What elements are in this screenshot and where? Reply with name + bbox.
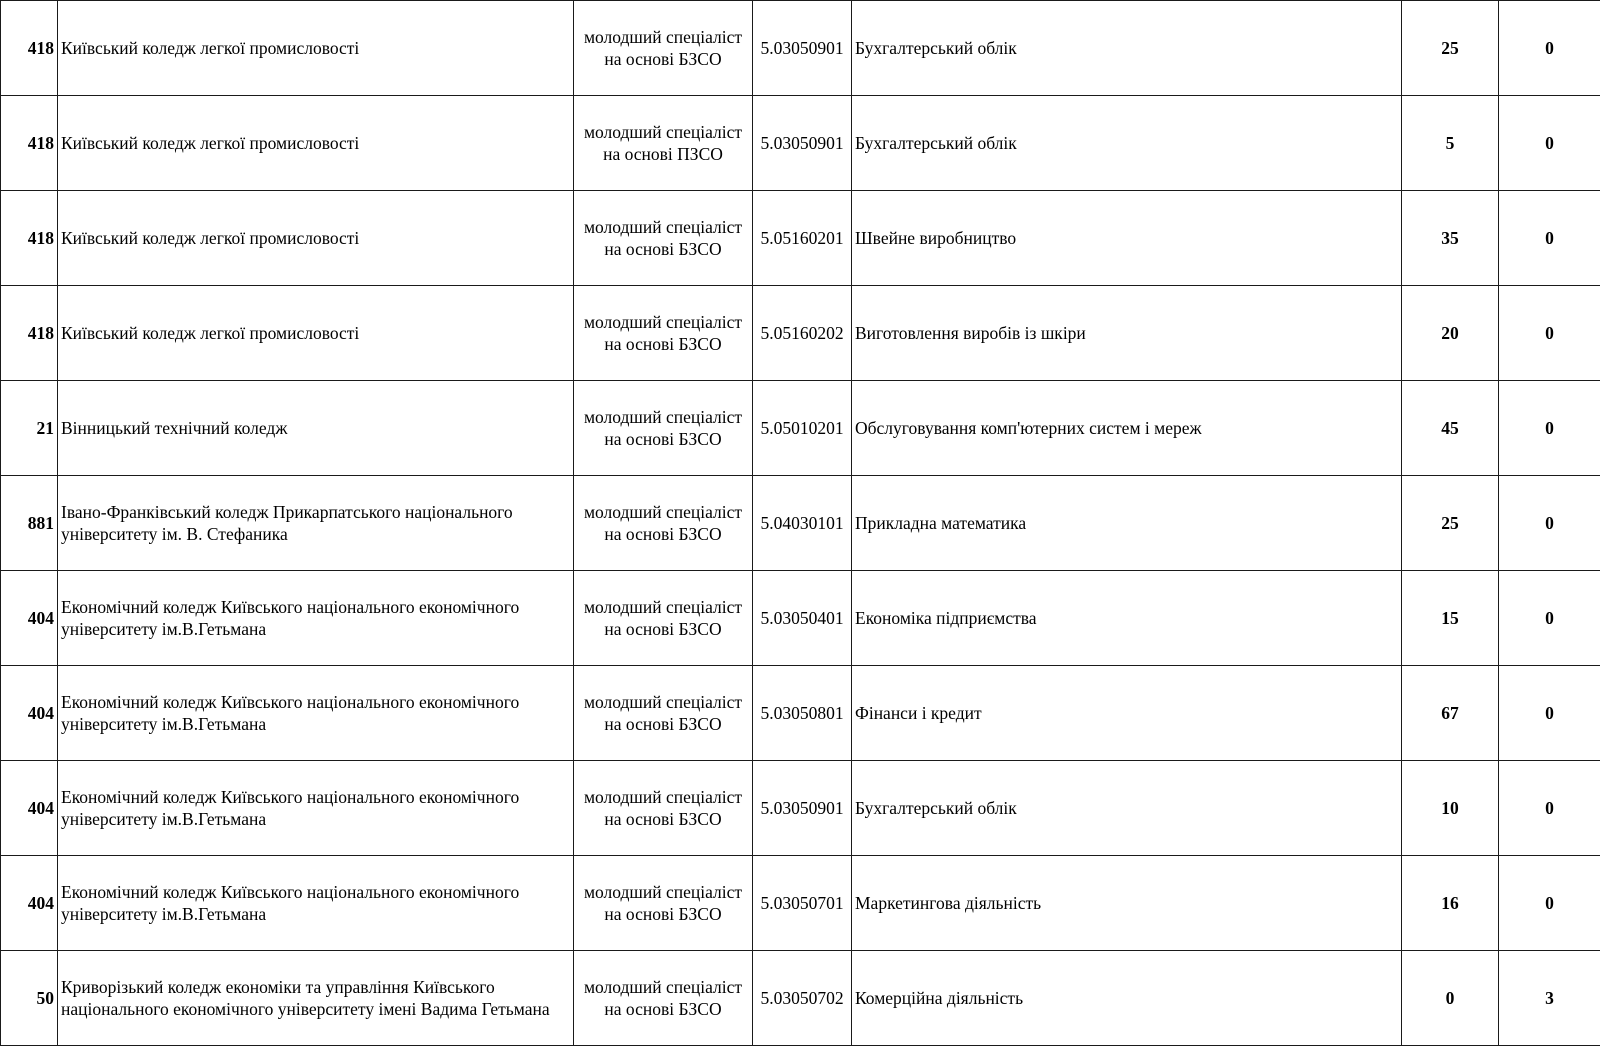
institution-name-cell-line: Київський коледж легкої промисловості <box>61 323 360 343</box>
institution-code-cell: 418 <box>1 1 58 96</box>
education-level-cell <box>574 1 753 96</box>
institution-name-cell-line: Київський коледж легкої промисловості <box>61 228 360 248</box>
institution-name-cell-line: Економічний коледж Київського національного економічного <box>61 692 520 712</box>
education-level-cell-line: на основі БЗСО <box>604 999 722 1019</box>
institution-name-cell-line: університету ім.В.Гетьмана <box>61 714 267 734</box>
institution-name-cell-line: Івано-Франківський коледж Прикарпатського національного <box>61 502 513 522</box>
institution-name-cell <box>58 761 574 856</box>
institution-code-cell: 404 <box>1 571 58 666</box>
institution-code-cell: 21 <box>1 381 58 476</box>
institution-code-cell: 418 <box>1 96 58 191</box>
budget-count-cell: 35 <box>1402 191 1499 286</box>
specialty-code-cell: 5.03050901 <box>753 761 852 856</box>
specialty-name-cell: Економіка підприємства <box>852 571 1402 666</box>
institution-name-cell-line: Криворізький коледж економіки та управління Київського <box>61 977 495 997</box>
specialty-name-cell: Бухгалтерський облік <box>852 761 1402 856</box>
education-level-cell-line: молодший спеціаліст <box>583 217 743 237</box>
specialty-name-cell: Фінанси і кредит <box>852 666 1402 761</box>
table-row <box>1 951 1600 1046</box>
institution-code-cell: 404 <box>1 856 58 951</box>
budget-count-cell: 20 <box>1402 286 1499 381</box>
institution-code-cell: 404 <box>1 761 58 856</box>
table-row <box>1 191 1600 286</box>
institution-code-cell: 404 <box>1 666 58 761</box>
institution-name-cell <box>58 856 574 951</box>
education-level-cell-line: на основі БЗСО <box>604 619 722 639</box>
education-level-cell-line: на основі БЗСО <box>604 334 722 354</box>
education-level-cell-line: молодший спеціаліст <box>583 692 743 712</box>
education-level-cell-line: молодший спеціаліст <box>583 502 743 522</box>
budget-count-cell: 16 <box>1402 856 1499 951</box>
specialty-code-cell: 5.03050801 <box>753 666 852 761</box>
table-body <box>1 1 1600 1046</box>
budget-count-cell: 10 <box>1402 761 1499 856</box>
specialty-code-cell: 5.05010201 <box>753 381 852 476</box>
institution-name-cell-line: Київський коледж легкої промисловості <box>61 38 360 58</box>
specialty-code-cell: 5.05160202 <box>753 286 852 381</box>
education-level-cell-line: на основі БЗСО <box>604 429 722 449</box>
institution-code-cell: 881 <box>1 476 58 571</box>
institution-name-cell <box>58 191 574 286</box>
contract-count-cell: 0 <box>1499 1 1600 96</box>
education-level-cell-line: на основі БЗСО <box>604 904 722 924</box>
institution-name-cell <box>58 571 574 666</box>
budget-count-cell: 25 <box>1402 476 1499 571</box>
specialty-name-cell: Швейне виробництво <box>852 191 1402 286</box>
table-row <box>1 571 1600 666</box>
education-level-cell-line: молодший спеціаліст <box>583 882 743 902</box>
education-level-cell-line: молодший спеціаліст <box>583 597 743 617</box>
education-level-cell <box>574 96 753 191</box>
education-level-cell <box>574 286 753 381</box>
contract-count-cell: 0 <box>1499 96 1600 191</box>
specialty-code-cell: 5.03050401 <box>753 571 852 666</box>
institution-code-cell: 418 <box>1 286 58 381</box>
education-level-cell-line: молодший спеціаліст <box>583 312 743 332</box>
institution-name-cell-line: Економічний коледж Київського національного економічного <box>61 787 520 807</box>
contract-count-cell: 0 <box>1499 571 1600 666</box>
education-level-cell <box>574 951 753 1046</box>
specialty-name-cell: Бухгалтерський облік <box>852 1 1402 96</box>
table-row <box>1 1 1600 96</box>
table-row <box>1 286 1600 381</box>
budget-count-cell: 25 <box>1402 1 1499 96</box>
institution-name-cell-line: національного економічного університету імені Вадима Гетьмана <box>61 999 550 1019</box>
institution-name-cell <box>58 476 574 571</box>
specialty-code-cell: 5.04030101 <box>753 476 852 571</box>
table-row <box>1 856 1600 951</box>
education-level-cell-line: молодший спеціаліст <box>583 27 743 47</box>
table-row <box>1 96 1600 191</box>
institution-name-cell-line: Економічний коледж Київського національного економічного <box>61 597 520 617</box>
budget-count-cell: 67 <box>1402 666 1499 761</box>
specialty-name-cell: Виготовлення виробів із шкіри <box>852 286 1402 381</box>
table-row <box>1 476 1600 571</box>
specialty-name-cell: Бухгалтерський облік <box>852 96 1402 191</box>
education-level-cell-line: на основі БЗСО <box>604 524 722 544</box>
institution-code-cell: 50 <box>1 951 58 1046</box>
specialty-code-cell: 5.03050702 <box>753 951 852 1046</box>
institution-name-cell <box>58 951 574 1046</box>
education-level-cell-line: молодший спеціаліст <box>583 977 743 997</box>
education-level-cell-line: молодший спеціаліст <box>583 787 743 807</box>
education-level-cell <box>574 571 753 666</box>
budget-count-cell: 5 <box>1402 96 1499 191</box>
contract-count-cell: 0 <box>1499 666 1600 761</box>
contract-count-cell: 0 <box>1499 286 1600 381</box>
institution-name-cell <box>58 1 574 96</box>
contract-count-cell: 0 <box>1499 381 1600 476</box>
specialty-name-cell: Комерційна діяльність <box>852 951 1402 1046</box>
budget-count-cell: 0 <box>1402 951 1499 1046</box>
table-row <box>1 381 1600 476</box>
specialty-name-cell: Прикладна математика <box>852 476 1402 571</box>
institution-name-cell-line: Київський коледж легкої промисловості <box>61 133 360 153</box>
education-level-cell-line: молодший спеціаліст <box>583 122 743 142</box>
specialty-code-cell: 5.03050901 <box>753 96 852 191</box>
specialty-code-cell: 5.03050901 <box>753 1 852 96</box>
specialty-code-cell: 5.05160201 <box>753 191 852 286</box>
institution-name-cell-line: університету ім. В. Стефаника <box>61 524 288 544</box>
education-level-cell <box>574 666 753 761</box>
contract-count-cell: 0 <box>1499 191 1600 286</box>
contract-count-cell: 0 <box>1499 856 1600 951</box>
education-level-cell <box>574 191 753 286</box>
institution-name-cell-line: університету ім.В.Гетьмана <box>61 904 267 924</box>
institution-name-cell <box>58 381 574 476</box>
specialty-name-cell: Обслуговування комп'ютерних систем і мереж <box>852 381 1402 476</box>
education-level-cell-line: молодший спеціаліст <box>583 407 743 427</box>
contract-count-cell: 0 <box>1499 761 1600 856</box>
contract-count-cell: 0 <box>1499 476 1600 571</box>
education-level-cell <box>574 476 753 571</box>
education-level-cell-line: на основі БЗСО <box>604 809 722 829</box>
specialty-code-cell: 5.03050701 <box>753 856 852 951</box>
table-row <box>1 666 1600 761</box>
education-level-cell-line: на основі БЗСО <box>604 49 722 69</box>
budget-count-cell: 15 <box>1402 571 1499 666</box>
institution-code-cell: 418 <box>1 191 58 286</box>
education-level-cell-line: на основі ПЗСО <box>603 144 723 164</box>
institution-name-cell <box>58 666 574 761</box>
table-row <box>1 761 1600 856</box>
education-level-cell <box>574 761 753 856</box>
specialty-name-cell: Маркетингова діяльність <box>852 856 1402 951</box>
institution-name-cell-line: Вінницький технічний коледж <box>61 418 288 438</box>
institution-name-cell <box>58 286 574 381</box>
budget-count-cell: 45 <box>1402 381 1499 476</box>
contract-count-cell: 3 <box>1499 951 1600 1046</box>
education-level-cell-line: на основі БЗСО <box>604 714 722 734</box>
education-level-cell <box>574 381 753 476</box>
institution-name-cell <box>58 96 574 191</box>
education-level-cell <box>574 856 753 951</box>
institution-name-cell-line: університету ім.В.Гетьмана <box>61 619 267 639</box>
education-level-cell-line: на основі БЗСО <box>604 239 722 259</box>
institution-name-cell-line: університету ім.В.Гетьмана <box>61 809 267 829</box>
institution-name-cell-line: Економічний коледж Київського національного економічного <box>61 882 520 902</box>
